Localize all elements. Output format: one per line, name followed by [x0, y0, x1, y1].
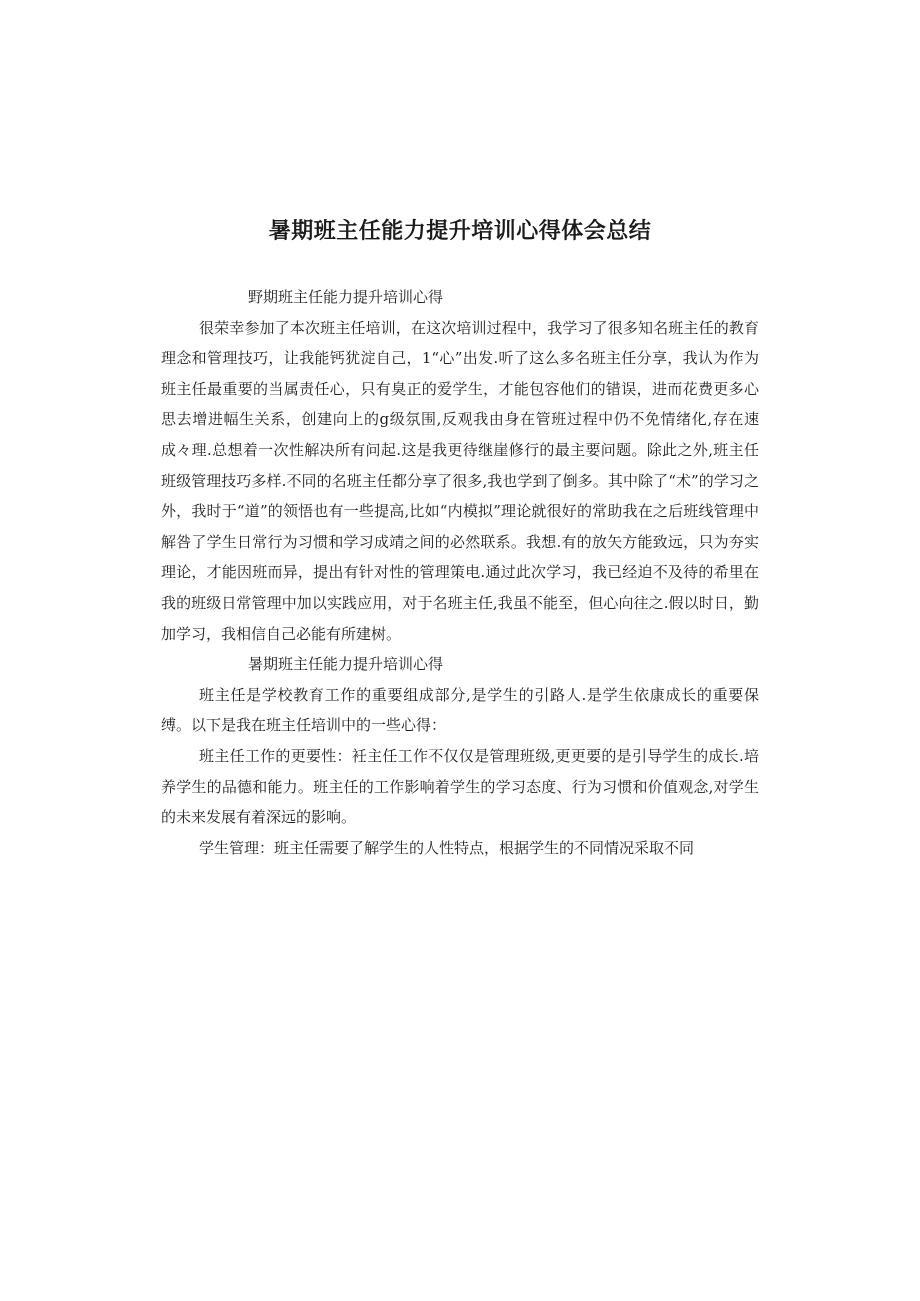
paragraph: 班主任是学校教育工作的重要组成部分,是学生的引路人.是学生依康成长的重要保缚。以下是我在班主任培训中的一些心得： — [161, 685, 759, 735]
paragraph: 学生管理：班主任需要了解学生的人性特点，根据学生的不同情况采取不同 — [199, 838, 695, 857]
paragraph: 班主任工作的更要性：衽主任工作不仅仅是管理班级,更更要的是引导学生的成长.培养学生的品德和能力。班主任的工作影响着学生的学习态度、行为习惯和价值观念,对学生的未来发展有着深远的影响。 — [161, 746, 759, 827]
document-title: 暑期班主任能力提升培训心得体会总结 — [268, 219, 652, 244]
section-heading-1: 野期班主任能力提升培训心得 — [248, 288, 444, 306]
document-body — [161, 282, 759, 863]
paragraph: 很荣幸参加了本次班主任培训，在这次培训过程中，我学习了很多知名班主任的教育理念和管理技巧，让我能钙犹淀自己，1“心”出发.听了这么多名班主任分享，我认为作为班主任最重要的当属责任心，只有臭正的爱学生，才能包容他们的错误，进而花费更多心思去增进幅生关系，创建向上的g级氛围,反观我由身在管班过程中仍不免情绪化,存在速成々理.总想着一次性解决所有问起.这是我更待继崖修行的最主要问题。除此之外,班主任班级管理技巧多样.不同的名班主任都分享了很多,我也学到了倒多。其中除了“术”的学习之外，我时于“道”的领悟也有一些提高,比如“内模拟”理论就很好的常助我在之后班线管理中解咎了学生日常行为习惯和学习成靖之间的必然联系。我想.有的放矢方能致远，只为夯实理论，才能因班而异，提出有针对性的管理策电.通过此次学习，我已经迫不及待的希里在我的班级日常管理中加以实践应用，对于名班主任,我虽不能至，但心向往之.假以时日，勤加学习，我相信自己必能有所建树。 — [161, 318, 759, 643]
section-heading-2: 暑期班主任能力提升培训心得 — [248, 655, 444, 674]
